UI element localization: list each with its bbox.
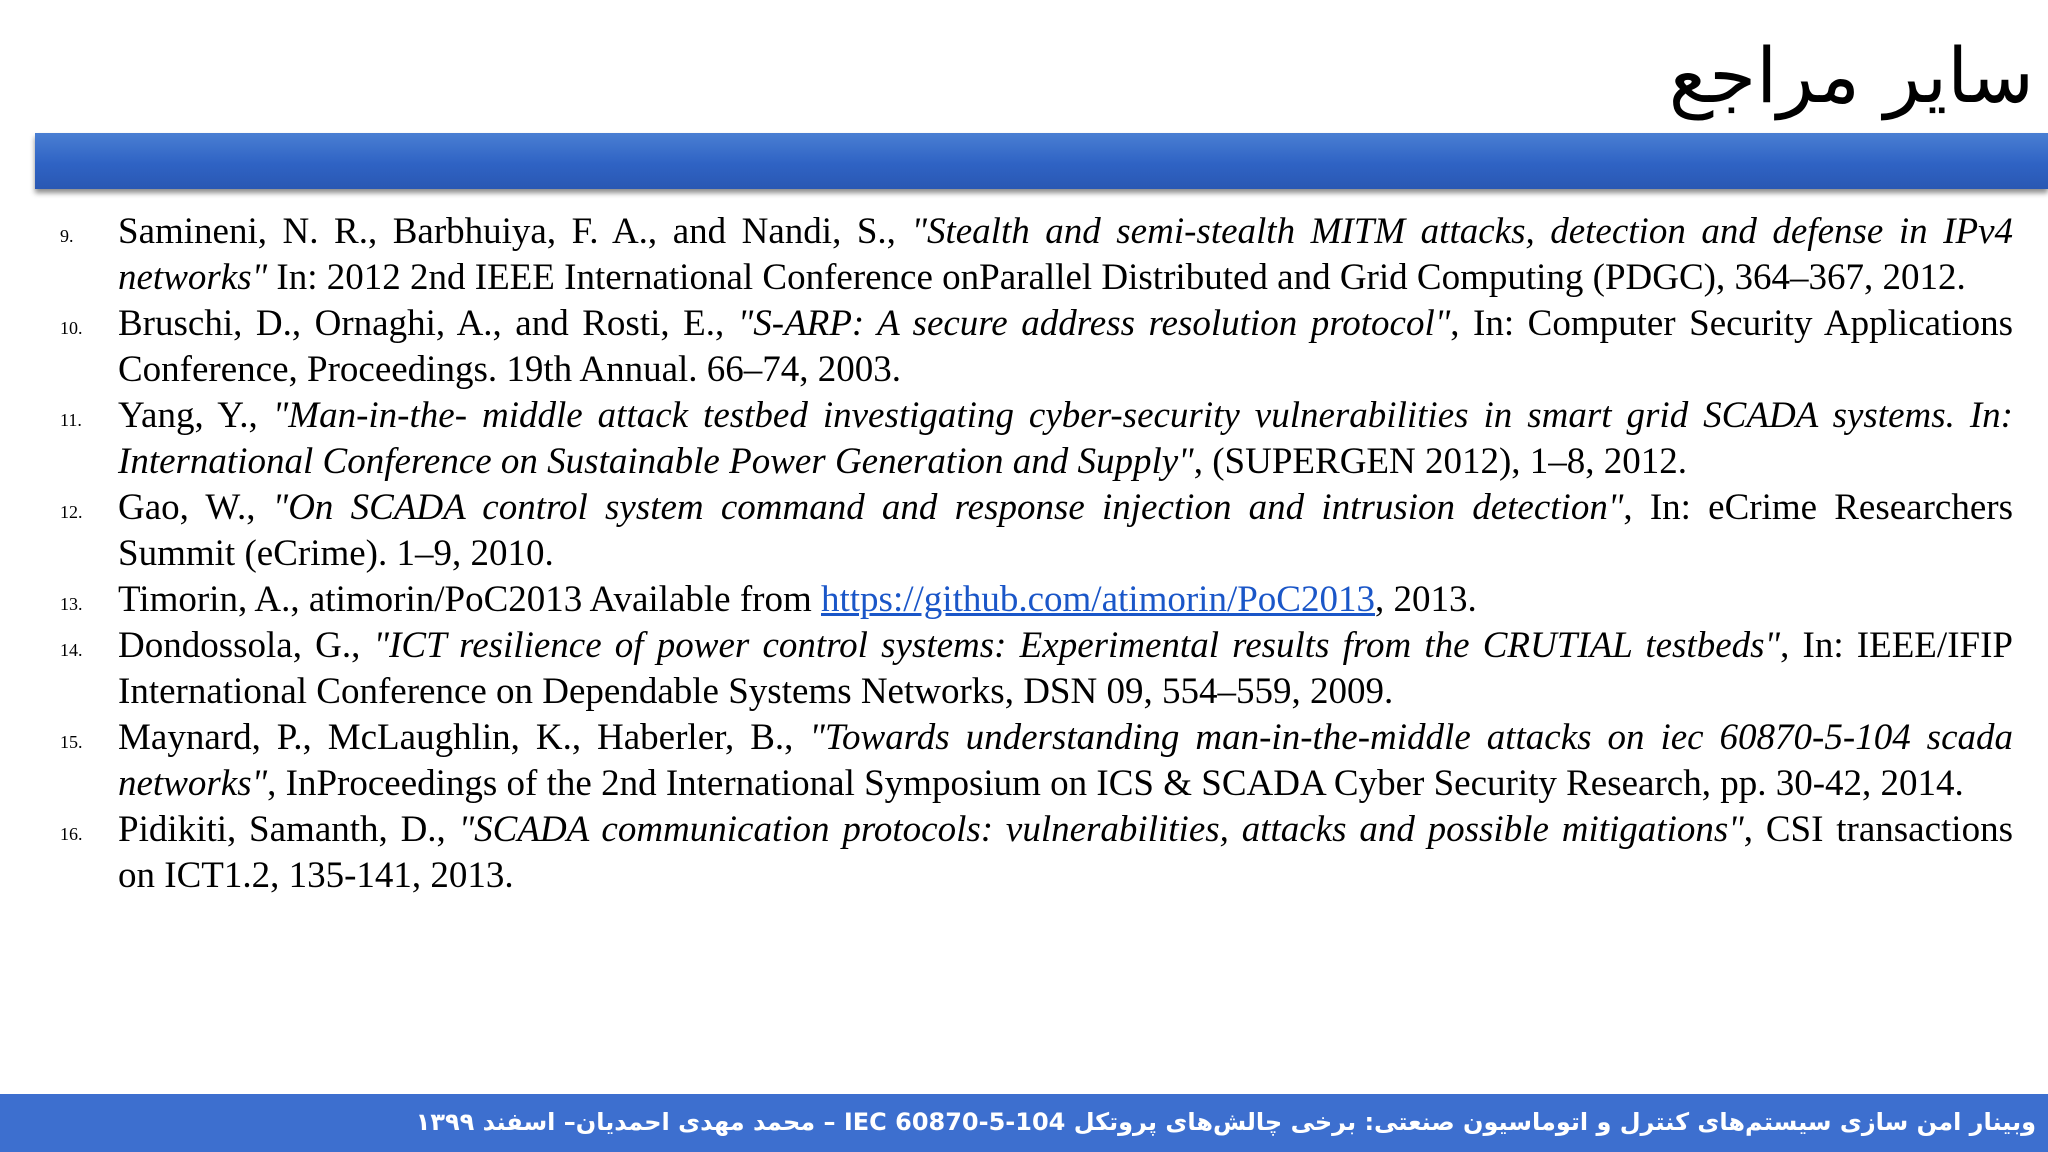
reference-details: , CSI transactions on ICT1.2, 135-141, 2013.: [118, 809, 2013, 896]
reference-title: "Man-in-the- middle attack testbed investigating cyber-security vulnerabilities in smart grid SCADA systems. In: International Conference on Sustainable Power Generation and Supply": [118, 395, 2013, 482]
reference-link[interactable]: https://github.com/atimorin/PoC2013: [821, 579, 1375, 620]
reference-item: [0, 715, 2048, 807]
reference-authors: Dondossola, G.,: [118, 625, 374, 666]
reference-number: 15.: [60, 732, 83, 752]
reference-number: 11.: [60, 410, 82, 430]
reference-details: In: 2012 2nd IEEE International Conference onParallel Distributed and Grid Computing (PDGC), 364–367, 2012.: [267, 257, 1966, 298]
reference-item: [0, 393, 2048, 485]
reference-authors: Bruschi, D., Ornaghi, A., and Rosti, E.,: [118, 303, 738, 344]
reference-title: "ICT resilience of power control systems: Experimental results from the CRUTIAL testbeds": [373, 625, 1781, 666]
reference-title: "Stealth and semi-stealth MITM attacks, detection and defense in IPv4 networks": [118, 211, 2013, 298]
reference-details: , In: eCrime Researchers Summit (eCrime). 1–9, 2010.: [118, 487, 2013, 574]
footer-text: وبینار امن سازی سیستم‌های کنترل و اتوماسیون صنعتی: برخی چالش‌های پروتکل IEC 60870-5-104 – محمد مهدی احمدیان– اسفند ۱۳۹۹: [415, 1108, 2036, 1136]
reference-details: , InProceedings of the 2nd International Symposium on ICS & SCADA Cyber Security Research, pp. 30-42, 2014.: [267, 763, 1964, 804]
reference-title: "S-ARP: A secure address resolution protocol": [737, 303, 1451, 344]
reference-item: [0, 301, 2048, 393]
reference-details: , (SUPERGEN 2012), 1–8, 2012.: [1193, 441, 1688, 482]
reference-title: "On SCADA control system command and response injection and intrusion detection": [272, 487, 1624, 528]
reference-authors: Timorin, A., atimorin/PoC2013 Available from: [118, 579, 821, 620]
reference-authors: Gao, W.,: [118, 487, 273, 528]
reference-item: [0, 577, 2048, 623]
reference-item: [0, 209, 2048, 301]
reference-authors: Pidikiti, Samanth, D.,: [118, 809, 459, 850]
reference-authors: Yang, Y.,: [118, 395, 273, 436]
reference-details: , In: Computer Security Applications Conference, Proceedings. 19th Annual. 66–74, 2003.: [118, 303, 2014, 390]
reference-number: 16.: [60, 824, 83, 844]
reference-title: "Towards understanding man-in-the-middle attacks on iec 60870-5-104 scada networks": [118, 717, 2013, 804]
reference-number: 12.: [60, 502, 83, 522]
reference-details: , 2013.: [1375, 579, 1477, 620]
slide-title: سایر مراجع: [1668, 31, 2034, 120]
title-bar: [35, 133, 2048, 189]
reference-item: [0, 807, 2048, 899]
reference-item: [0, 485, 2048, 577]
reference-title: "SCADA communication protocols: vulnerabilities, attacks and possible mitigations": [458, 809, 1744, 850]
reference-number: 9.: [60, 226, 74, 246]
reference-number: 13.: [60, 594, 83, 614]
reference-authors: Samineni, N. R., Barbhuiya, F. A., and Nandi, S.,: [118, 211, 912, 252]
reference-list: [0, 209, 2048, 899]
footer-bar: [0, 1094, 2048, 1152]
reference-item: [0, 623, 2048, 715]
reference-number: 14.: [60, 640, 83, 660]
reference-authors: Maynard, P., McLaughlin, K., Haberler, B.,: [118, 717, 810, 758]
reference-number: 10.: [60, 318, 83, 338]
reference-details: , In: IEEE/IFIP International Conference on Dependable Systems Networks, DSN 09, 554–559, 2009.: [118, 625, 2013, 712]
